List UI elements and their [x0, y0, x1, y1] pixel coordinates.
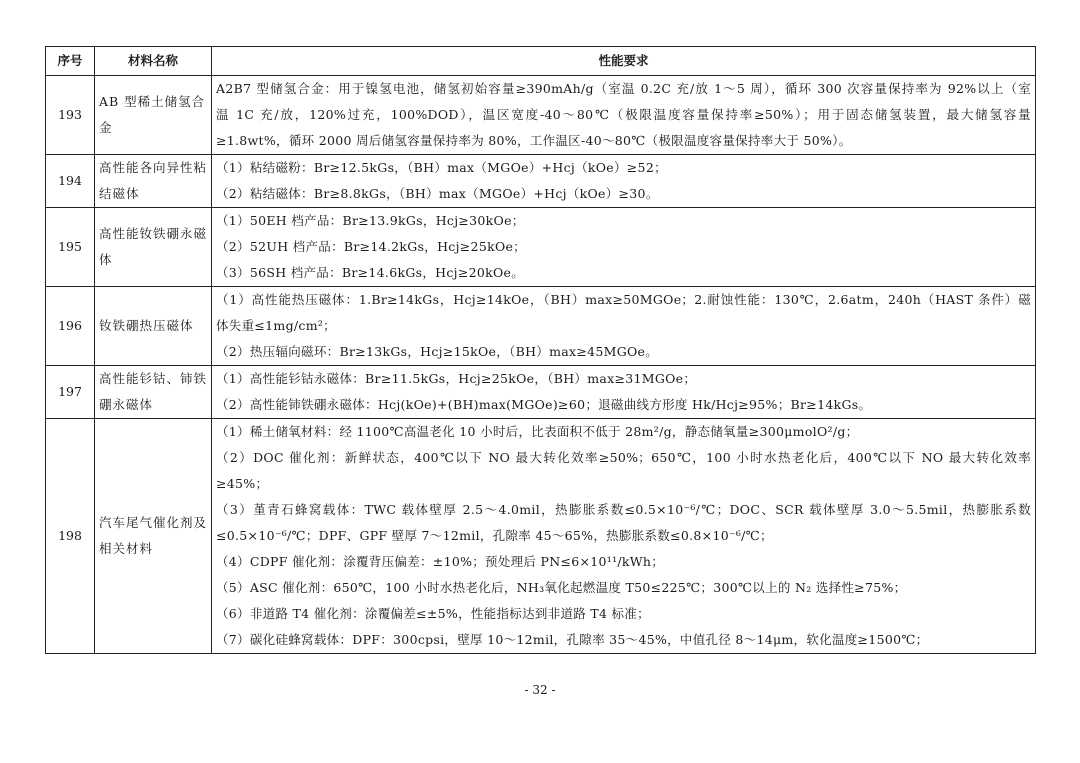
requirement-line: ≥45%； [216, 476, 269, 491]
table-row [46, 155, 1036, 208]
requirement-line: （2）DOC 催化剂：新鲜状态，400℃以下 NO 最大转化效率≥50%；650℃，100 小时水热老化后，400℃以下 NO 最大转化效率 [216, 450, 1031, 465]
page-number: - 32 - [524, 683, 556, 697]
requirement-line: ≥1.8wt%，循环 2000 周后储氢容量保持率为 80%，工作温区-40～80℃（极限温度容量保持率大于 50%）。 [216, 133, 852, 148]
row-number: 198 [46, 419, 95, 654]
col-header-material: 材料名称 [95, 47, 212, 76]
requirement-line: （3）56SH 档产品：Br≥14.6kGs，Hcj≥20kOe。 [216, 265, 525, 280]
table-row [46, 366, 1036, 419]
material-name: 钕铁硼热压磁体 [95, 287, 212, 366]
requirement-line: A2B7 型储氢合金：用于镍氢电池，储氢初始容量≥390mAh/g（室温 0.2C 充/放 1～5 周），循环 300 次容量保持率为 92%以上（室 [216, 81, 1031, 96]
table-row [46, 419, 1036, 654]
requirement-line: （7）碳化硅蜂窝载体：DPF：300cpsi，壁厚 10～12mil，孔隙率 35～45%，中值孔径 8～14μm，软化温度≥1500℃； [216, 632, 929, 647]
material-name: 高性能各向异性粘结磁体 [95, 155, 212, 208]
row-number: 194 [46, 155, 95, 208]
requirement-line: ≤0.5×10⁻⁶/℃；DPF、GPF 壁厚 7～12mil，孔隙率 45～65%，热膨胀系数≤0.8×10⁻⁶/℃； [216, 528, 773, 543]
requirement-line: （3）堇青石蜂窝载体：TWC 载体壁厚 2.5～4.0mil，热膨胀系数≤0.5×10⁻⁶/℃；DOC、SCR 载体壁厚 3.0～5.5mil，热膨胀系数 [216, 502, 1031, 517]
requirements [212, 366, 1036, 419]
requirement-line: （1）稀土储氧材料：经 1100℃高温老化 10 小时后，比表面积不低于 28m²/g，静态储氧量≥300μmolO²/g； [216, 424, 859, 439]
spec-table [45, 46, 1036, 654]
row-number: 193 [46, 76, 95, 155]
requirements [212, 76, 1036, 155]
requirements [212, 155, 1036, 208]
requirements [212, 287, 1036, 366]
row-number: 197 [46, 366, 95, 419]
requirement-line: （4）CDPF 催化剂：涂覆背压偏差：±10%；预处理后 PN≤6×10¹¹/kWh； [216, 554, 665, 569]
material-name: 汽车尾气催化剂及相关材料 [95, 419, 212, 654]
row-number: 196 [46, 287, 95, 366]
row-number: 195 [46, 208, 95, 287]
material-name: 高性能钐钴、铈铁硼永磁体 [95, 366, 212, 419]
col-header-number: 序号 [46, 47, 95, 76]
requirement-line: （2）热压辐向磁环：Br≥13kGs，Hcj≥15kOe，（BH）max≥45MGOe。 [216, 344, 659, 359]
requirements [212, 419, 1036, 654]
table-row [46, 76, 1036, 155]
requirement-line: （1）高性能热压磁体：1.Br≥14kGs，Hcj≥14kOe，（BH）max≥50MGOe；2.耐蚀性能：130℃，2.6atm，240h（HAST 条件）磁 [216, 292, 1031, 307]
col-header-requirements: 性能要求 [212, 47, 1036, 76]
requirement-line: （1）高性能钐钴永磁体：Br≥11.5kGs，Hcj≥25kOe，（BH）max≥31MGOe； [216, 371, 697, 386]
requirement-line: （2）52UH 档产品：Br≥14.2kGs，Hcj≥25kOe； [216, 239, 526, 254]
requirements [212, 208, 1036, 287]
table-row [46, 287, 1036, 366]
requirement-line: （5）ASC 催化剂：650℃，100 小时水热老化后，NH₃氧化起燃温度 T50≤225℃；300℃以上的 N₂ 选择性≥75%； [216, 580, 907, 595]
header-row [46, 47, 1036, 76]
requirement-line: （2）高性能铈铁硼永磁体：Hcj(kOe)+(BH)max(MGOe)≥60；退磁曲线方形度 Hk/Hcj≥95%；Br≥14kGs。 [216, 397, 872, 412]
requirement-line: （6）非道路 T4 催化剂：涂覆偏差≤±5%，性能指标达到非道路 T4 标准； [216, 606, 650, 621]
table-row [46, 208, 1036, 287]
requirement-line: （1）粘结磁粉：Br≥12.5kGs，（BH）max（MGOe）+Hcj（kOe）≥52； [216, 160, 667, 175]
requirement-line: 温 1C 充/放，120%过充，100%DOD），温区宽度-40～80℃（极限温度容量保持率≥50%）；用于固态储氢装置，最大储氢容量 [216, 107, 1031, 122]
material-name: AB 型稀土储氢合金 [95, 76, 212, 155]
requirement-line: 体失重≤1mg/cm²； [216, 318, 336, 333]
material-name: 高性能钕铁硼永磁体 [95, 208, 212, 287]
requirement-line: （2）粘结磁体：Br≥8.8kGs，（BH）max（MGOe）+Hcj（kOe）≥30。 [216, 186, 659, 201]
requirement-line: （1）50EH 档产品：Br≥13.9kGs，Hcj≥30kOe； [216, 213, 525, 228]
